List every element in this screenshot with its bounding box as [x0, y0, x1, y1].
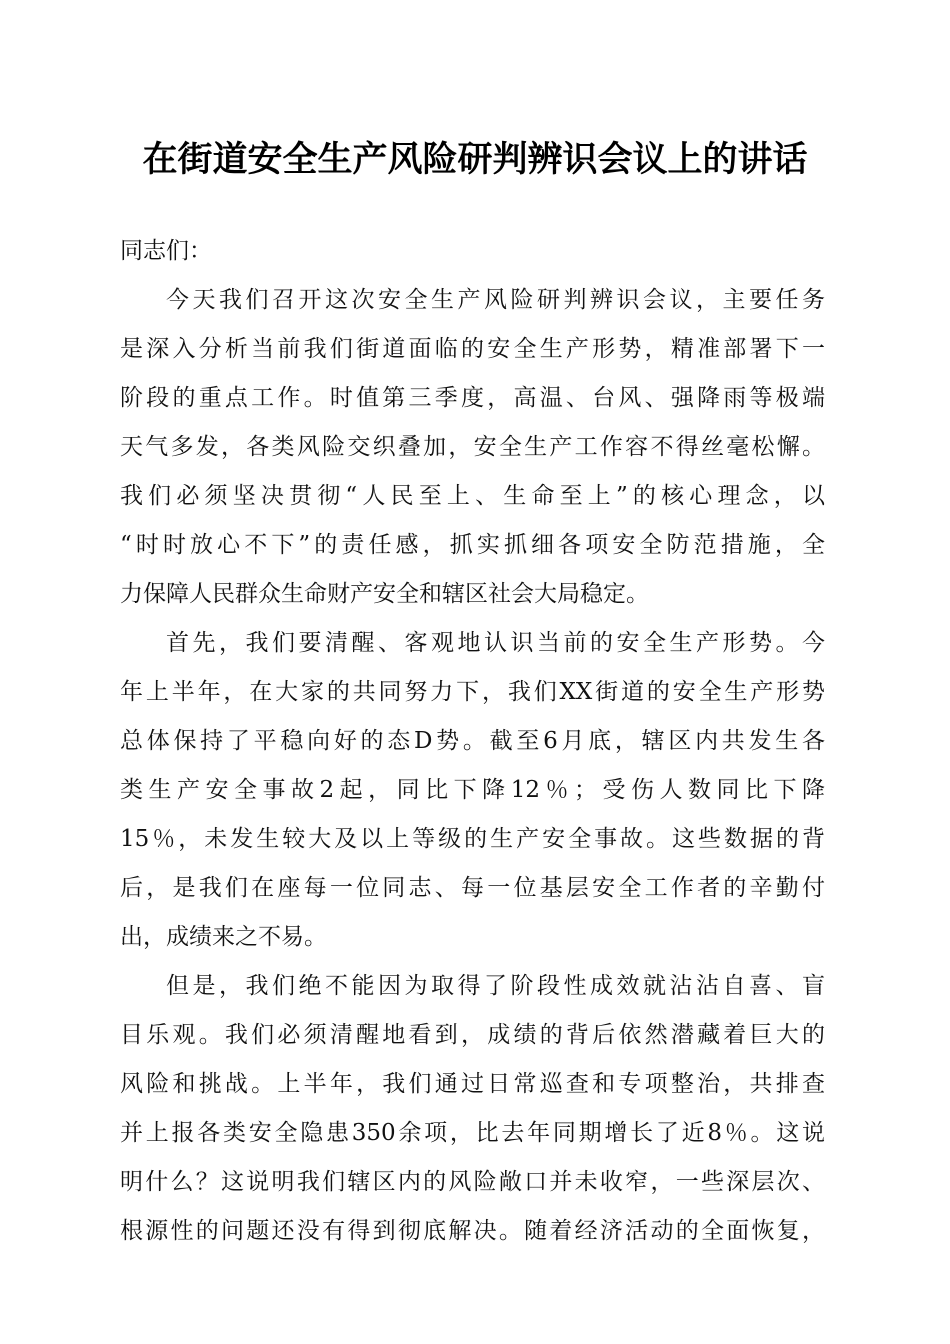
- paragraph-line: 15％，未发生较大及以上等级的生产安全事故。这些数据的背: [120, 826, 825, 852]
- paragraph-line: 总体保持了平稳向好的态D势。截至6月底，辖区内共发生各: [120, 728, 825, 754]
- paragraph-2: [120, 619, 825, 962]
- paragraph-1: [120, 276, 825, 619]
- paragraph-line: “时时放心不下”的责任感，抓实抓细各项安全防范措施，全: [120, 532, 825, 558]
- paragraph-line: 天气多发，各类风险交织叠加，安全生产工作容不得丝毫松懈。: [120, 434, 825, 460]
- paragraph-line: 出，成绩来之不易。: [120, 924, 327, 950]
- paragraph-line: 首先，我们要清醒、客观地认识当前的安全生产形势。今: [166, 630, 825, 656]
- salutation: 同志们：: [120, 238, 212, 264]
- paragraph-line: 类生产安全事故2起，同比下降12％；受伤人数同比下降: [120, 777, 825, 803]
- document-body: [120, 227, 825, 1256]
- paragraph-line: 阶段的重点工作。时值第三季度，高温、台风、强降雨等极端: [120, 385, 825, 411]
- paragraph-line: 风险和挑战。上半年，我们通过日常巡查和专项整治，共排查: [120, 1071, 825, 1097]
- paragraph-line: 根源性的问题还没有得到彻底解决。随着经济活动的全面恢复，: [120, 1218, 825, 1244]
- document-title: 在街道安全生产风险研判辨识会议上的讲话: [142, 139, 808, 180]
- paragraph-3: [120, 962, 825, 1256]
- paragraph-line: 但是，我们绝不能因为取得了阶段性成效就沾沾自喜、盲: [166, 973, 825, 999]
- paragraph-line: 明什么？这说明我们辖区内的风险敞口并未收窄，一些深层次、: [120, 1169, 825, 1195]
- paragraph-line: 我们必须坚决贯彻“人民至上、生命至上”的核心理念，以: [120, 483, 825, 509]
- paragraph-line: 今天我们召开这次安全生产风险研判辨识会议，主要任务: [166, 287, 825, 313]
- paragraph-line: 年上半年，在大家的共同努力下，我们XX街道的安全生产形势: [120, 679, 825, 705]
- paragraph-line: 后，是我们在座每一位同志、每一位基层安全工作者的辛勤付: [120, 875, 825, 901]
- paragraph-line: 力保障人民群众生命财产安全和辖区社会大局稳定。: [120, 581, 649, 607]
- paragraph-line: 并上报各类安全隐患350余项，比去年同期增长了近8％。这说: [120, 1120, 825, 1146]
- paragraph-line: 是深入分析当前我们街道面临的安全生产形势，精准部署下一: [120, 336, 825, 362]
- paragraph-line: 目乐观。我们必须清醒地看到，成绩的背后依然潜藏着巨大的: [120, 1022, 825, 1048]
